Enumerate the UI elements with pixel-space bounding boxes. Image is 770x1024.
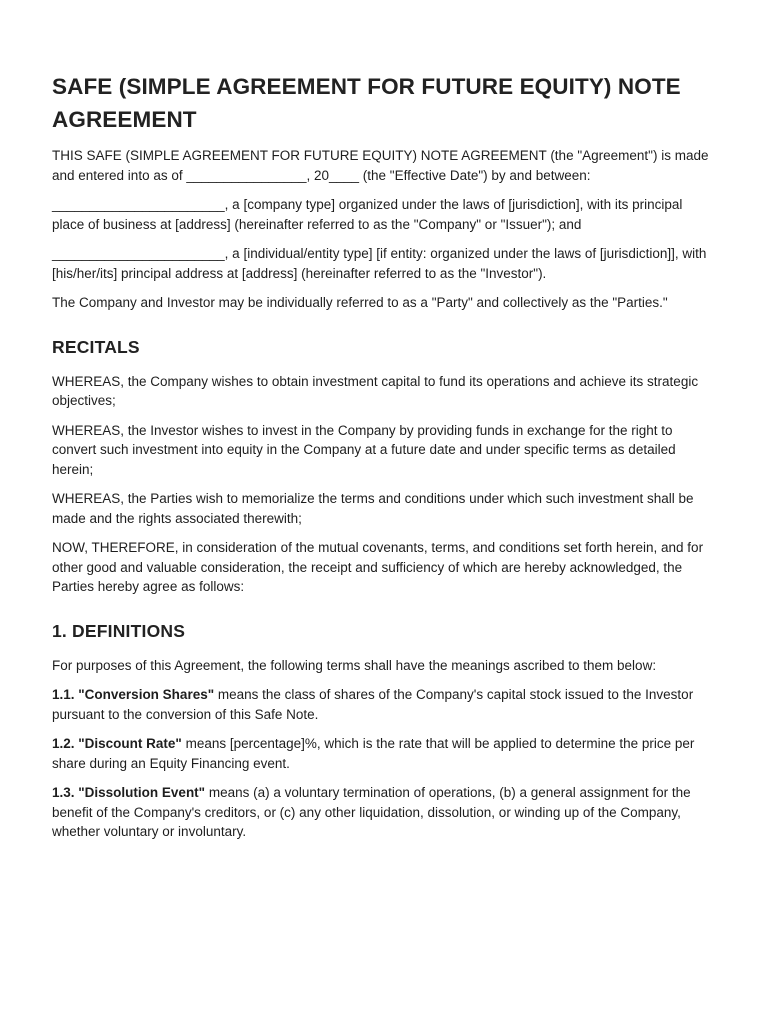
definition-term: 1.1. "Conversion Shares": [52, 687, 215, 702]
definition-item: [52, 734, 710, 773]
intro-company-paragraph: _______________________, a [company type] organized under the laws of [jurisdiction], with its principal place of business at [address] (hereinafter referred to as the "Company" or "Issuer"); and: [52, 197, 683, 232]
definition-term: 1.2. "Discount Rate": [52, 736, 182, 751]
definition-term: 1.3. "Dissolution Event": [52, 785, 206, 800]
intro-investor-paragraph: _______________________, a [individual/entity type] [if entity: organized under the laws of [jurisdiction]], with [his/her/its] principal address at [address] (hereinafter referred to as the "Investor").: [52, 246, 707, 281]
definition-item: [52, 685, 710, 724]
definition-item: [52, 783, 710, 842]
definitions-intro-paragraph: For purposes of this Agreement, the following terms shall have the meanings ascribed to them below:: [52, 657, 657, 673]
recital-paragraph: WHEREAS, the Investor wishes to invest in the Company by providing funds in exchange for the right to convert such investment into equity in the Company at a future date and under specific terms as detailed herein;: [52, 422, 676, 477]
definition-text: means (a) a voluntary termination of operations, (b) a general assignment for the benefit of the Company's creditors, or (c) any other liquidation, dissolution, or winding up of the Company, whether voluntary or involuntary.: [52, 785, 691, 839]
definition-text: means [percentage]%, which is the rate that will be applied to determine the price per share during an Equity Financing event.: [52, 736, 695, 771]
document-title: SAFE (SIMPLE AGREEMENT FOR FUTURE EQUITY) NOTE AGREEMENT: [52, 74, 681, 132]
intro-opening-paragraph: THIS SAFE (SIMPLE AGREEMENT FOR FUTURE EQUITY) NOTE AGREEMENT (the "Agreement") is made and entered into as of ________________, 20____ (the "Effective Date") by and between:: [52, 148, 709, 183]
recitals-heading: RECITALS: [52, 336, 140, 357]
recital-paragraph: WHEREAS, the Parties wish to memorialize the terms and conditions under which such investment shall be made and the rights associated therewith;: [52, 491, 694, 526]
intro-parties-paragraph: The Company and Investor may be individually referred to as a "Party" and collectively as the "Parties.": [52, 295, 668, 310]
recital-paragraph: WHEREAS, the Company wishes to obtain investment capital to fund its operations and achieve its strategic objectives;: [52, 373, 699, 408]
definitions-heading: 1. DEFINITIONS: [52, 620, 186, 641]
definition-text: means the class of shares of the Company's capital stock issued to the Investor pursuant to the conversion of this Safe Note.: [52, 687, 694, 722]
recital-paragraph: NOW, THEREFORE, in consideration of the mutual covenants, terms, and conditions set forth herein, and for other good and valuable consideration, the receipt and sufficiency of which are hereby acknowledged, the Parties hereby agree as follows:: [52, 540, 704, 594]
